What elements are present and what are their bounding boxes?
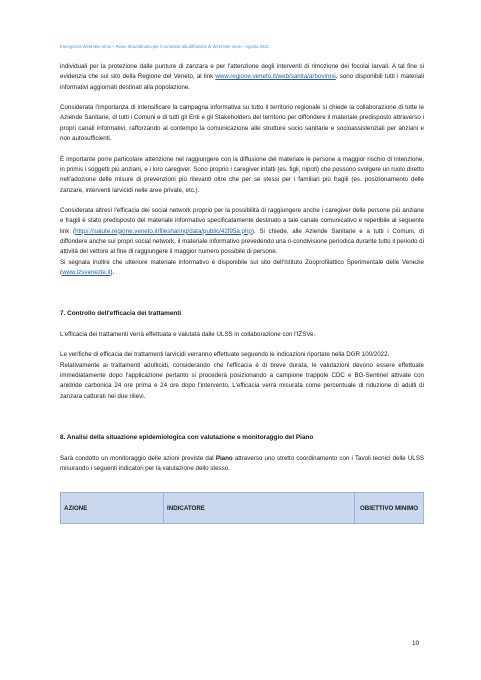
indicators-table xyxy=(60,492,424,524)
section-7-title: 7. Controllo dell'efficacia dei trattamenti xyxy=(60,310,182,318)
table-header-row xyxy=(61,493,424,524)
table-header-obiettivo-minimo: OBIETTIVO MINIMO xyxy=(355,493,424,524)
paragraph-monitoring xyxy=(60,454,424,475)
table-header-azione: AZIONE xyxy=(61,493,164,524)
paragraph-efficacy: L'efficacia dei trattamenti verrà effettuata e valutata dalle ULSS in collaborazione con l'IZSVe. xyxy=(60,330,316,338)
table-header-indicatore: INDICATORE xyxy=(164,493,355,524)
paragraph-larvicide-checks: Le verifiche di efficacia dei trattamenti larvicidi verranno effettuate seguendo le indicazioni riportate nella DGR 100/2022. xyxy=(60,351,390,359)
piano-bold-text: Piano xyxy=(215,454,233,462)
paragraph-text: Si segnala inoltre che ulteriore materiale informativo è disponibile sul sito dell'Istituto Zooprofilattico Sperimentale delle Venezie ( xyxy=(60,258,424,276)
paragraph-text: attraverso uno stretto coordinamento con i Tavoli tecnici delle ULSS misurando i seguenti indicatori per la valutazione dello stesso. xyxy=(60,454,424,472)
paragraph-adulticide: Relativamente ai trattamenti adulticidi, considerando che l'efficacia è di breve durata, le valutazioni devono essere effettuate immediatamente dopo l'applicazione pertanto si procederà posizionando a campione trappole CDC e BG-Sentinel attivate con anidride carbonica 24 ore prima e 24 ore dopo l'intervento. L'efficacia verrà misurata come percentuale di riduzione di adulti di zanzara catturati nei due rilievi. xyxy=(60,361,424,400)
filesharing-link[interactable]: https://salute.regione.veneto.it/filesharing/data/public/42f95a.php xyxy=(75,227,252,235)
paragraph-text: Considerata altresì l'efficacia dei social network proprio per la possibilità di raggiungere anche i caregiver delle persone più anziane e fragili è stato predisposto del materiale informativo specificatamente destinato a tale canale comunicativo e reperibile al seguente link ( xyxy=(60,207,424,235)
regione-arbovirosi-link[interactable]: www.regione.veneto.it/web/sanita/arbovirosi xyxy=(215,73,336,81)
paragraph-izsve xyxy=(60,258,424,279)
paragraph-regional-site xyxy=(60,62,424,93)
paragraph-caregivers: È importante porre particolare attenzione nel raggiungere con la diffusione del materiale le persone a maggior rischio di intenzione, in primis i soggetti più anziani, e i loro caregiver. Sono proprio i caregiver infatti (es. figli, nipoti) che possono svolgere un ruolo diretto nell'adozione delle misure di prevenzioni più rilevanti oltre che per se stessi per i familiari più fragili (es. posizionamento delle zanzare, interventi larvicidi nelle aree private, etc.). xyxy=(60,155,424,194)
paragraph-text: , sono disponibili tutti i materiali informativi aggiornati destinati alla popolazione. xyxy=(60,73,424,91)
document-body xyxy=(60,62,424,524)
izsvenezie-link[interactable]: www.izsvenezie.it xyxy=(62,268,111,276)
paragraph-text: Sarà condotto un monitoraggio delle azioni previste dal xyxy=(60,454,216,462)
paragraph-social-network xyxy=(60,206,424,257)
section-8-title: 8. Analisi della situazione epidemiologica con valutazione e monitoraggio del Piano xyxy=(60,433,314,441)
paragraph-campaign: Considerata l'importanza di intensificare la campagna informativa su tutto il territorio regionale si chiede la collaborazione di tutte le Aziende Sanitarie, di tutti i Comuni e di tutti gli Enti e gli Stakeholders del territorio per diffondere il materiale predisposto attraverso i propri canali informativi, rafforzando al contempo la comunicazione alle strutture socio sanitarie e socioassistenziali per anziani e non autosufficienti. xyxy=(60,104,424,143)
running-header: Emergenza West Nile Virus – Piano Straordinario per il contrasto alla diffusione di West Nile Virus – Agosto 2022 xyxy=(60,44,269,49)
paragraph-text: ). xyxy=(110,268,115,276)
page-number: 10 xyxy=(412,640,420,647)
paragraph-text: ). Si chiede, alle Aziende Sanitarie e a tutti i Comuni, di diffondere anche sui propri social network, il materiale informativo prevedendo una ri-condivisione periodica durante tutto il periodo di attività del vettore al fine di raggiungere il maggior numero possibile di persone. xyxy=(60,227,424,256)
paragraph-text: individuali per la protezione dalle punture di zanzara e per l'attenzione degli interventi di rimozione dei focolai larvali. A tal fine si evidenzia che sul sito della Regione del Veneto, al link xyxy=(60,63,424,81)
